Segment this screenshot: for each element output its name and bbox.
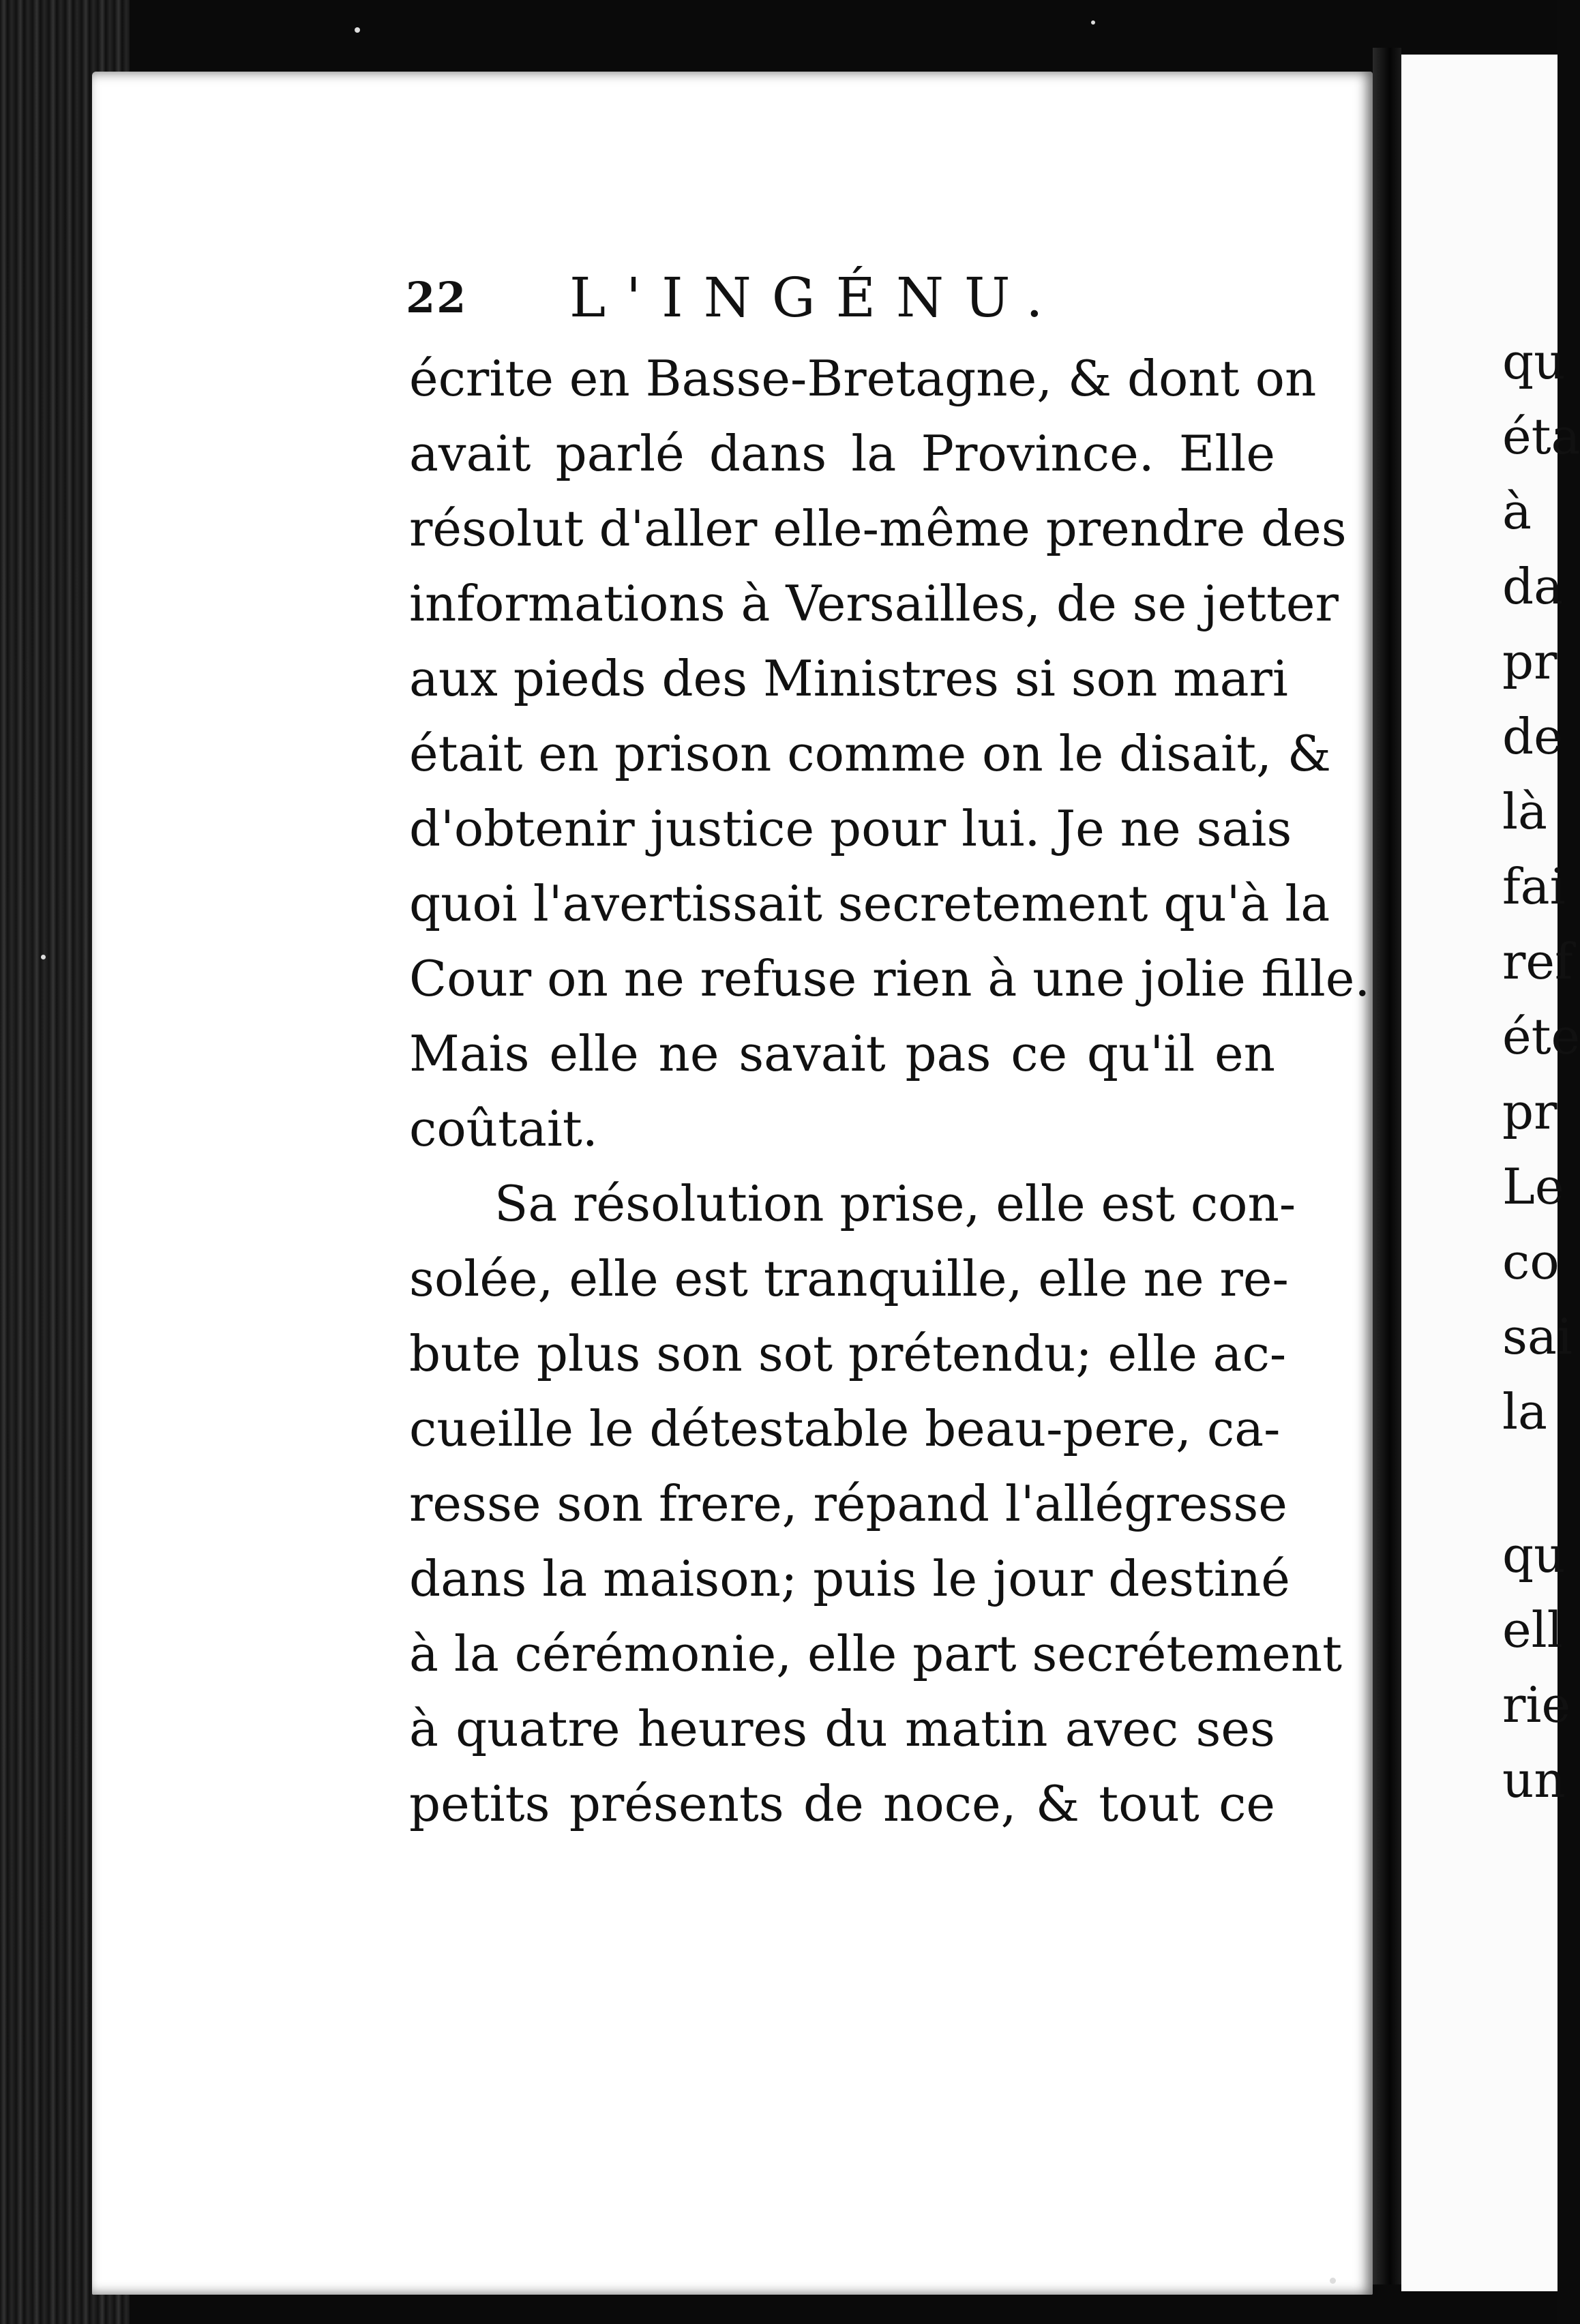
facing-line: Le: [1502, 1158, 1564, 1215]
text-line: à quatre heures du matin avec ses: [409, 1700, 1275, 1757]
facing-line: de: [1502, 708, 1563, 765]
facing-line: à: [1502, 483, 1532, 540]
facing-line: fai: [1502, 858, 1566, 915]
page-number: 22: [406, 273, 468, 323]
text-line: Sa résolution prise, elle est con-: [494, 1175, 1296, 1232]
text-line: bute plus son sot prétendu; elle ac-: [409, 1325, 1287, 1382]
facing-line: pr: [1502, 1083, 1557, 1140]
facing-line: qu: [1502, 1526, 1566, 1583]
facing-line: éta: [1502, 408, 1580, 465]
running-title: L'INGÉNU.: [569, 266, 1064, 329]
dust-speck: [41, 955, 46, 959]
facing-line: sai: [1502, 1308, 1572, 1365]
text-line: coûtait.: [409, 1100, 598, 1157]
text-line: petits présents de noce, & tout ce: [409, 1775, 1275, 1832]
text-line: était en prison comme on le disait, &: [409, 725, 1331, 782]
text-line: solée, elle est tranquille, elle ne re-: [409, 1250, 1289, 1307]
facing-line: da: [1502, 558, 1564, 615]
facing-line: ell: [1502, 1601, 1563, 1658]
text-line: d'obtenir justice pour lui. Je ne sais: [409, 800, 1292, 857]
text-line: cueille le détestable beau-pere, ca-: [409, 1400, 1281, 1457]
dust-speck: [1091, 20, 1095, 25]
facing-line: rie: [1502, 1676, 1571, 1733]
text-line: avait parlé dans la Province. Elle: [409, 425, 1275, 482]
text-line: résolut d'aller elle-même prendre des: [409, 500, 1347, 557]
facing-page: [1401, 55, 1580, 2291]
text-line: Mais elle ne savait pas ce qu'il en: [409, 1025, 1275, 1082]
facing-line: là: [1502, 783, 1547, 840]
text-line: à la cérémonie, elle part secrétement: [409, 1625, 1343, 1682]
dust-speck: [355, 27, 360, 33]
text-line: informations à Versailles, de se jetter: [409, 575, 1339, 632]
text-line: Cour on ne refuse rien à une jolie fille.: [409, 950, 1371, 1007]
facing-line: qu: [1502, 333, 1566, 390]
page-gutter: [1373, 48, 1401, 2284]
text-line: resse son frere, répand l'allégresse: [409, 1475, 1287, 1532]
text-line: dans la maison; puis le jour destiné: [409, 1550, 1290, 1607]
page-header: [406, 266, 1156, 341]
facing-line: pr: [1502, 633, 1557, 690]
facing-line: co: [1502, 1233, 1560, 1290]
dust-speck: [1330, 2278, 1336, 2284]
facing-line: ref: [1502, 933, 1573, 990]
text-line: quoi l'avertissait secretement qu'à la: [409, 875, 1330, 932]
text-line: aux pieds des Ministres si son mari: [409, 650, 1288, 707]
facing-line: éte: [1502, 1008, 1580, 1065]
text-line: écrite en Basse-Bretagne, & dont on: [409, 350, 1317, 407]
facing-line: un: [1502, 1751, 1566, 1808]
facing-line: la: [1502, 1383, 1547, 1440]
